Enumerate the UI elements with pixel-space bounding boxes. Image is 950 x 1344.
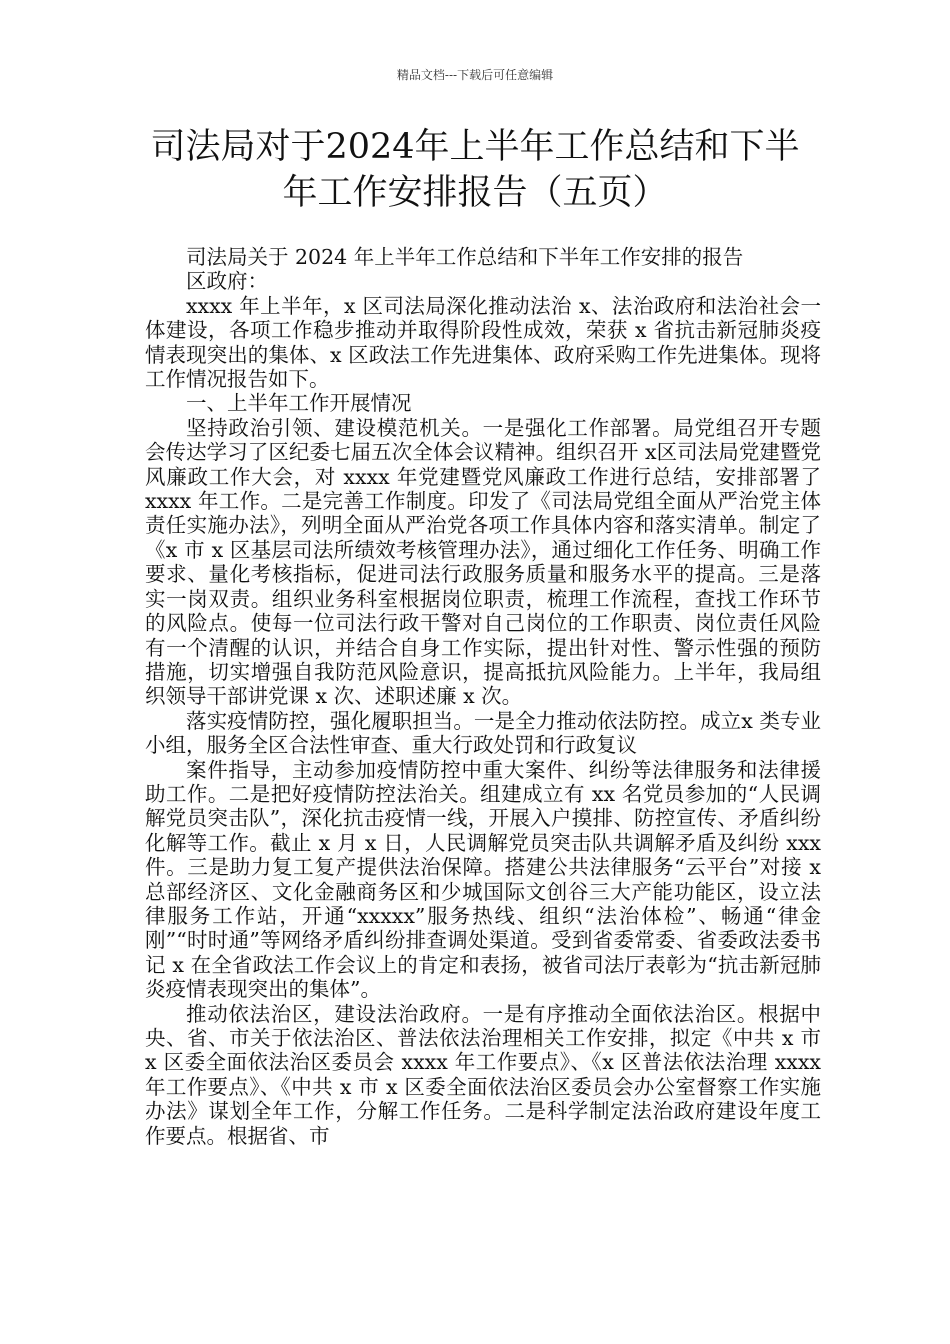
body-paragraph: 司法局关于 2024 年上半年工作总结和下半年工作安排的报告 — [186, 245, 744, 269]
document-body — [145, 245, 821, 1148]
body-paragraph: 案件指导，主动参加疫情防控中重大案件、纠纷等法律服务和法律援助工作。二是把好疫情防控法治关。组建成立有 xx 名党员参加的“人民调解党员突击队”，深化抗击疫情一线，开展入户摸排、防控宣传、矛盾纠纷化解等工作。截止 x 月 x 日，人民调解党员突击队共调解矛盾及纠纷 xxx 件。三是助力复工复产提供法治保障。搭建公共法律服务“云平台”对接 x 总部经济区、文化金融商务区和少城国际文创谷三大产能功能区，设立法律服务工作站，开通“xxxxx”服务热线、组织“法治体检”、畅通“律金刚”“时时通”等网络矛盾纠纷排查调处渠道。受到省委常委、省委政法委书记 x 在全省政法工作会议上的肯定和表扬，被省司法厅表彰为“抗击新冠肺炎疫情表现突出的集体”。 — [145, 757, 821, 1002]
body-paragraph: 坚持政治引领、建设模范机关。一是强化工作部署。局党组召开专题会传达学习了区纪委七届五次全体会议精神。组织召开 x区司法局党建暨党风廉政工作大会，对 xxxx 年党建暨党风廉政工作进行总结，安排部署了 xxxx 年工作。二是完善工作制度。印发了《司法局党组全面从严治党主体责任实施办法》，列明全面从严治党各项工作具体内容和落实清单。制定了《x 市 x 区基层司法所绩效考核管理办法》，通过细化工作任务、明确工作要求、量化考核指标，促进司法行政服务质量和服务水平的提高。三是落实一岗双责。组织业务科室根据岗位职责，梳理工作流程，查找工作环节的风险点。使每一位司法行政干警对自己岗位的工作职责、岗位责任风险有一个清醒的认识，并结合自身工作实际，提出针对性、警示性强的预防措施，切实增强自我防范风险意识，提高抵抗风险能力。上半年，我局组织领导干部讲党课 x 次、述职述廉 x 次。 — [145, 415, 821, 709]
body-paragraph: 落实疫情防控，强化履职担当。一是全力推动依法防控。成立x 类专业小组，服务全区合法性审查、重大行政处罚和行政复议 — [145, 708, 821, 758]
header-note: 精品文档---下载后可任意编辑 — [396, 68, 554, 82]
page-title: 司法局对于2024年上半年工作总结和下半年工作安排报告（五页） — [150, 127, 800, 213]
body-paragraph: 推动依法治区，建设法治政府。一是有序推动全面依法治区。根据中央、省、市关于依法治区、普法依法治理相关工作安排，拟定《中共 x 市 x 区委全面依法治区委员会 xxxx 年工作要点》、《x 区普法依法治理 xxxx 年工作要点》、《中共 x 市 x 区委全面依法治区委员会办公室督察工作实施办法》谋划全年工作，分解工作任务。二是科学制定法治政府建设年度工作要点。根据省、市 — [145, 1001, 821, 1148]
body-paragraph: xxxx 年上半年，x 区司法局深化推动法治 x、法治政府和法治社会一体建设，各项工作稳步推动并取得阶段性成效，荣获 x 省抗击新冠肺炎疫情表现突出的集体、x 区政法工作先进集体、政府采购工作先进集体。现将工作情况报告如下。 — [145, 293, 821, 392]
section-heading: 一、上半年工作开展情况 — [186, 391, 412, 416]
body-paragraph: 区政府： — [186, 269, 268, 294]
